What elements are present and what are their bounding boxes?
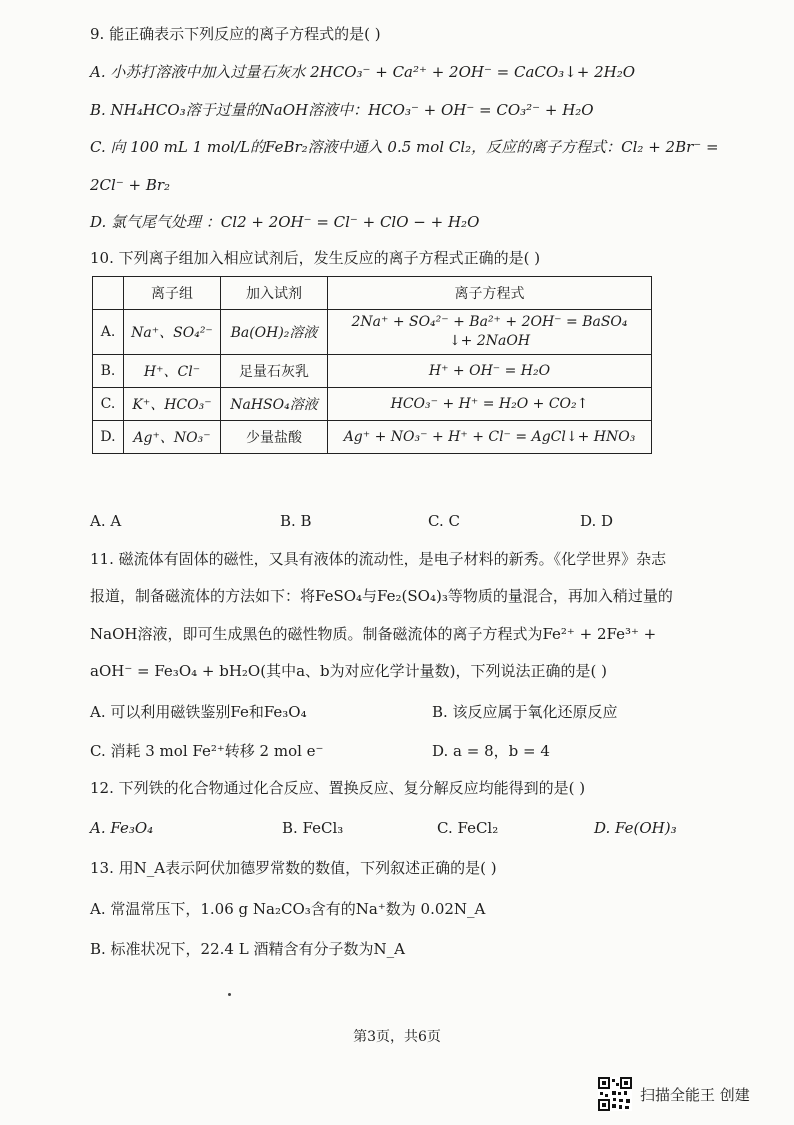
table-header-row	[93, 277, 652, 310]
ion-equation: H⁺ + OH⁻ = H₂O	[328, 355, 652, 388]
ion-group: Na⁺、SO₄²⁻	[124, 310, 221, 355]
ion-equation-line1: 2Na⁺ + SO₄²⁻ + Ba²⁺ + 2OH⁻ = BaSO₄	[351, 314, 628, 330]
q11-stem-line1: 11. 磁流体有固体的磁性，又具有液体的流动性，是电子材料的新秀。《化学世界》杂志	[90, 550, 667, 568]
q13-option-b: B. 标准状况下，22.4 L 酒精含有分子数为N_A	[90, 940, 405, 958]
q10-table	[92, 276, 652, 454]
q12-option-d: D. Fe(OH)₃	[594, 819, 677, 837]
q12-stem: 12. 下列铁的化合物通过化合反应、置换反应、复分解反应均能得到的是( )	[90, 779, 586, 797]
q10-option-a: A. A	[90, 512, 122, 530]
q11-option-d: D. a = 8，b = 4	[432, 742, 550, 760]
row-label: A.	[93, 310, 124, 355]
row-label: D.	[93, 421, 124, 454]
q11-stem-line4: aOH⁻ = Fe₃O₄ + bH₂O(其中a、b为对应化学计量数)，下列说法正确的是( )	[90, 662, 607, 680]
ion-equation: Ag⁺ + NO₃⁻ + H⁺ + Cl⁻ = AgCl↓+ HNO₃	[328, 421, 652, 454]
q10-option-c: C. C	[428, 512, 460, 530]
table-header-cell: 离子方程式	[328, 277, 652, 310]
q9-option-c-line2: 2Cl⁻ + Br₂	[90, 176, 171, 194]
q10-option-d: D. D	[580, 512, 614, 530]
q11-stem-line2: 报道，制备磁流体的方法如下：将FeSO₄与Fe₂(SO₄)₃等物质的量混合，再加入稍过量的	[90, 587, 673, 605]
page-footer: 第3页，共6页	[353, 1029, 441, 1045]
row-label: C.	[93, 388, 124, 421]
table-header-cell: 加入试剂	[221, 277, 328, 310]
q11-option-c: C. 消耗 3 mol Fe²⁺转移 2 mol e⁻	[90, 742, 324, 760]
ion-group: K⁺、HCO₃⁻	[124, 388, 221, 421]
qr-code-icon	[598, 1077, 632, 1111]
q11-option-b: B. 该反应属于氧化还原反应	[432, 703, 618, 721]
q12-option-c: C. FeCl₂	[437, 819, 499, 837]
row-label: B.	[93, 355, 124, 388]
q9-option-d: D. 氯气尾气处理 ：Cl2 + 2OH⁻ = Cl⁻ + ClO − + H₂O	[90, 213, 480, 231]
table-row	[93, 421, 652, 454]
reagent: NaHSO₄溶液	[221, 388, 328, 421]
q13-stem: 13. 用N_A表示阿伏加德罗常数的数值，下列叙述正确的是( )	[90, 859, 497, 877]
ion-group: Ag⁺、NO₃⁻	[124, 421, 221, 454]
table-row	[93, 310, 652, 355]
q11-option-a: A. 可以利用磁铁鉴别Fe和Fe₃O₄	[90, 703, 307, 721]
q10-option-b: B. B	[280, 512, 312, 530]
table-row	[93, 388, 652, 421]
q9-option-b: B. NH₄HCO₃溶于过量的NaOH溶液中：HCO₃⁻ + OH⁻ = CO₃²⁻ + H₂O	[90, 101, 594, 119]
table-header-cell	[93, 277, 124, 310]
scan-speck	[228, 993, 231, 996]
q12-option-b: B. FeCl₃	[282, 819, 344, 837]
ion-equation-line2: ↓+ 2NaOH	[448, 333, 531, 349]
q13-option-a: A. 常温常压下，1.06 g Na₂CO₃含有的Na⁺数为 0.02N_A	[90, 900, 486, 918]
reagent: Ba(OH)₂溶液	[221, 310, 328, 355]
q12-option-a: A. Fe₃O₄	[90, 819, 154, 837]
scanner-watermark: 扫描全能王 创建	[640, 1086, 750, 1104]
q9-option-c-line1: C. 向 100 mL 1 mol/L的FeBr₂溶液中通入 0.5 mol Cl₂，反应的离子方程式：Cl₂ + 2Br⁻ =	[90, 138, 719, 156]
q9-stem: 9. 能正确表示下列反应的离子方程式的是( )	[90, 25, 381, 43]
table-header-cell: 离子组	[124, 277, 221, 310]
q11-stem-line3: NaOH溶液，即可生成黑色的磁性物质。制备磁流体的离子方程式为Fe²⁺ + 2Fe³⁺ +	[90, 625, 657, 643]
reagent: 少量盐酸	[221, 421, 328, 454]
ion-group: H⁺、Cl⁻	[124, 355, 221, 388]
q10-stem: 10. 下列离子组加入相应试剂后，发生反应的离子方程式正确的是( )	[90, 249, 541, 267]
ion-equation: HCO₃⁻ + H⁺ = H₂O + CO₂↑	[328, 388, 652, 421]
q9-option-a: A. 小苏打溶液中加入过量石灰水 2HCO₃⁻ + Ca²⁺ + 2OH⁻ = CaCO₃↓+ 2H₂O	[90, 63, 636, 81]
table-row	[93, 355, 652, 388]
ion-equation	[328, 310, 652, 355]
reagent: 足量石灰乳	[221, 355, 328, 388]
